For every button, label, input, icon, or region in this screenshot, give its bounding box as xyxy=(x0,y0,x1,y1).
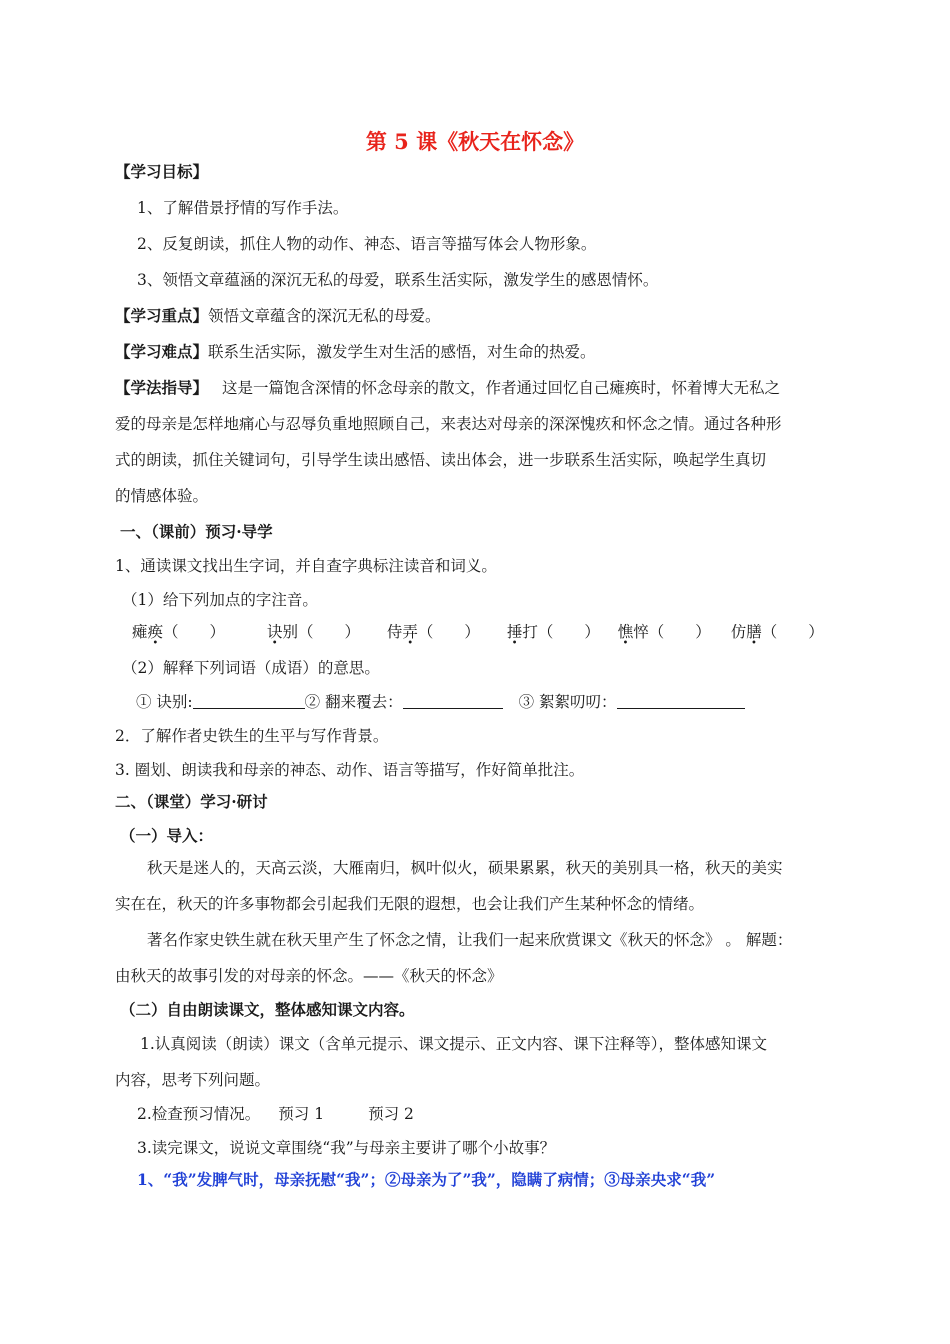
objective-item: 1、了解借景抒情的写作手法。 xyxy=(137,199,349,217)
item2-text: 2.检查预习情况。 xyxy=(137,1105,261,1123)
intro-line: 秋天是迷人的，天高云淡，大雁南归，枫叶似火，硕果累累，秋天的美别具一格，秋天的美实 xyxy=(147,859,783,877)
objective-item: 3、领悟文章蕴涵的深沉无私的母爱，联系生活实际，激发学生的感恩情怀。 xyxy=(137,271,659,289)
answer-blank[interactable] xyxy=(403,692,503,709)
pinyin-word: 瘫痪（ ） xyxy=(132,623,226,641)
method-label: 【学法指导】 xyxy=(115,378,209,397)
section2-sub1: （一）导入： xyxy=(120,826,214,845)
section2-heading: 二、（课堂）学习·研讨 xyxy=(115,792,268,811)
method-line xyxy=(115,378,780,398)
pinyin-word: 捶打（ ） xyxy=(506,623,600,641)
method-line: 的情感体验。 xyxy=(115,487,209,505)
pinyin-word-row xyxy=(132,622,824,642)
answer-blank[interactable] xyxy=(617,692,745,709)
item1-line: 1.认真阅读（朗读）课文（含单元提示、课文提示、正文内容、课下注释等），整体感知课文 xyxy=(140,1035,768,1053)
item3-line: 3.读完课文，说说文章围绕“我”与母亲主要讲了哪个小故事？ xyxy=(137,1139,556,1157)
pinyin-word: 憔悴（ ） xyxy=(617,623,711,641)
term-label: ② 翻来覆去： xyxy=(304,693,403,711)
pinyin-word: 仿膳（ ） xyxy=(730,623,824,641)
answer-line: 1、“我”发脾气时，母亲抚慰“我”；②母亲为了”我”，隐瞒了病情；③母亲央求“我” xyxy=(137,1170,716,1189)
term-definition-row xyxy=(136,692,745,712)
intro-line: 实在在，秋天的许多事物都会引起我们无限的遐想，也会让我们产生某种怀念的情绪。 xyxy=(115,895,705,913)
difficulty-text: 联系生活实际，激发学生对生活的感悟，对生命的热爱。 xyxy=(208,343,596,361)
method-line: 爱的母亲是怎样地痛心与忍辱负重地照顾自己，来表达对母亲的深深愧疚和怀念之情。通过各种形 xyxy=(115,415,782,433)
section1-q2: 2．了解作者史铁生的生平与写作背景。 xyxy=(115,727,389,745)
section1-q1-2: （2）解释下列词语（成语）的意思。 xyxy=(122,659,380,677)
section1-q1: 1、通读课文找出生字词，并自查字典标注读音和词义。 xyxy=(115,557,497,575)
difficulty xyxy=(115,342,596,362)
preview-2: 预习 2 xyxy=(368,1105,414,1123)
term-label: ③ 絮絮叨叨： xyxy=(518,693,617,711)
method-text: 这是一篇饱含深情的怀念母亲的散文，作者通过回忆自己瘫痪时，怀着博大无私之 xyxy=(222,379,781,397)
term-label: ① 诀别: xyxy=(136,693,193,711)
method-line: 式的朗读，抓住关键词句，引导学生读出感悟、读出体会，进一步联系生活实际，唤起学生真切 xyxy=(115,451,767,469)
section1-q3: 3. 圈划、朗读我和母亲的神态、动作、语言等描写，作好简单批注。 xyxy=(115,761,585,779)
objectives-label: 【学习目标】 xyxy=(115,162,209,181)
section1-heading: 一、（课前）预习·导学 xyxy=(120,522,273,541)
objective-item: 2、反复朗读，抓住人物的动作、神态、语言等描写体会人物形象。 xyxy=(137,235,597,253)
pinyin-word: 诀别（ ） xyxy=(266,623,360,641)
key-point-label: 【学习重点】 xyxy=(115,306,209,325)
key-point-text: 领悟文章蕴含的深沉无私的母爱。 xyxy=(208,307,441,325)
preview-1: 预习 1 xyxy=(278,1105,325,1123)
section2-sub2: （二）自由朗读课文，整体感知课文内容。 xyxy=(120,1000,415,1019)
answer-blank[interactable] xyxy=(193,692,305,709)
intro-line: 著名作家史铁生就在秋天里产生了怀念之情，让我们一起来欣赏课文《秋天的怀念》 。 解题： xyxy=(147,931,793,949)
intro-line: 由秋天的故事引发的对母亲的怀念。——《秋天的怀念》 xyxy=(115,967,503,985)
difficulty-label: 【学习难点】 xyxy=(115,342,209,361)
key-point xyxy=(115,306,441,326)
lesson-title: 第 5 课《秋天在怀念》 xyxy=(365,129,585,154)
item2-line xyxy=(137,1104,414,1124)
section1-q1-1: （1）给下列加点的字注音。 xyxy=(122,591,318,609)
pinyin-word: 侍弄（ ） xyxy=(386,623,480,641)
item1-line: 内容，思考下列问题。 xyxy=(115,1071,271,1089)
